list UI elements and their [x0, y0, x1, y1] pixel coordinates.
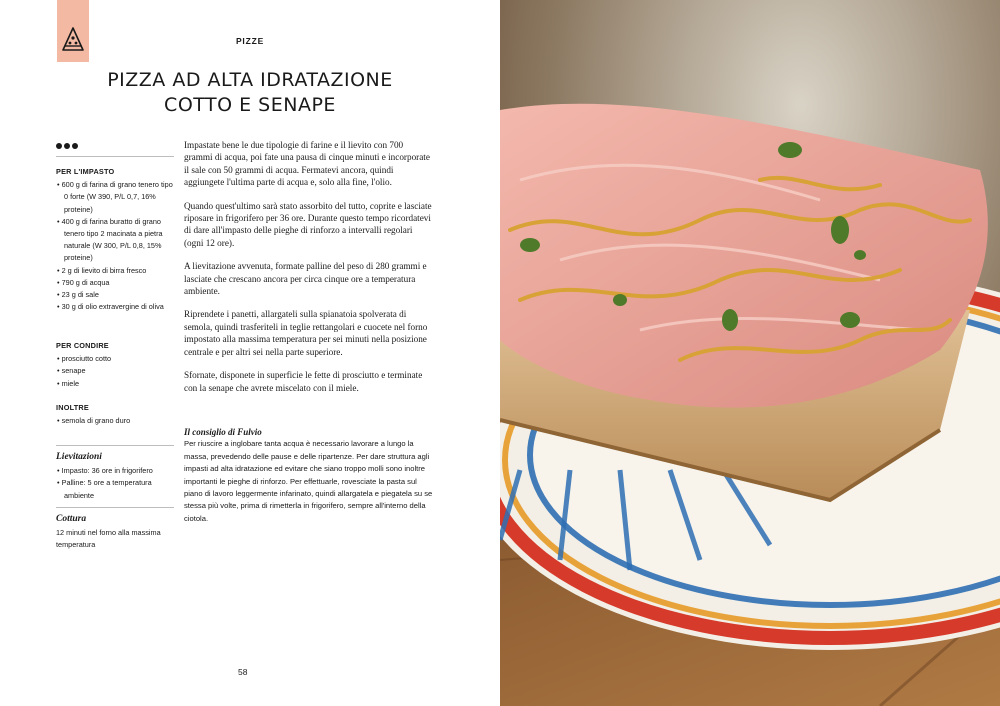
divider — [56, 445, 174, 446]
difficulty-dot — [64, 143, 70, 149]
ingredient-item: • 23 g di sale — [56, 289, 178, 301]
ingredient-item: • 2 g di lievito di birra fresco — [56, 265, 178, 277]
pizza-photo — [500, 0, 1000, 706]
cottura-heading: Cottura — [56, 514, 87, 524]
ingredients-heading: INOLTRE — [56, 403, 89, 412]
ingredient-item: • prosciutto cotto — [56, 353, 178, 365]
ingredients-inoltre — [56, 402, 178, 427]
page-number: 58 — [238, 667, 248, 677]
ingredient-list — [56, 179, 178, 313]
ingredients-condire — [56, 340, 178, 390]
ingredient-item: • 30 g di olio extravergine di oliva — [56, 301, 178, 313]
ingredients-impasto — [56, 166, 178, 313]
difficulty-dot — [56, 143, 62, 149]
section-tab — [57, 0, 89, 62]
method-paragraph: Sfornate, disponete in superficie le fette di prosciutto e terminate con la senape che avrete miscelato con il miele. — [184, 370, 423, 393]
ingredients-heading: PER CONDIRE — [56, 341, 109, 350]
ingredient-item: • senape — [56, 365, 178, 377]
title-line-2: COTTO E SENAPE — [164, 94, 336, 116]
ingredient-item: • miele — [56, 378, 178, 390]
divider — [56, 507, 174, 508]
lievitazioni-list — [56, 465, 178, 502]
cottura-text: 12 minuti nel forno alla massima temperatura — [56, 528, 161, 550]
divider — [56, 156, 174, 157]
ingredient-list — [56, 415, 178, 427]
lievitazioni-item: • Palline: 5 ore a temperatura ambiente — [56, 477, 178, 501]
ingredient-item: • semola di grano duro — [56, 415, 178, 427]
lievitazioni-block — [56, 451, 178, 502]
ingredient-item: • 400 g di farina buratto di grano tenero tipo 2 macinata a pietra naturale (W 300, P/L 0,8, 15% proteine) — [56, 216, 178, 265]
recipe-method — [184, 139, 434, 405]
method-paragraph: A lievitazione avvenuta, formate palline del peso di 280 grammi e lasciate che crescano ancora per circa cinque ore a temperatura ambiente. — [184, 261, 427, 297]
ingredient-list — [56, 353, 178, 390]
difficulty-indicator — [56, 143, 78, 149]
lievitazioni-heading: Lievitazioni — [56, 452, 102, 462]
ingredients-heading: PER L'IMPASTO — [56, 167, 115, 176]
difficulty-dot — [72, 143, 78, 149]
ingredient-item: • 790 g di acqua — [56, 277, 178, 289]
method-paragraph: Quando quest'ultimo sarà stato assorbito del tutto, coprite e lasciate riposare in frigorifero per 36 ore. Durante questo tempo ricordatevi di dare all'impasto delle pieghe di rinforzo a intervalli regolari (ogni 12 ore). — [184, 200, 432, 248]
method-paragraph: Impastate bene le due tipologie di farine e il lievito con 700 grammi di acqua, poi fate una pausa di cinque minuti e incorporate il sale con 50 grammi di acqua. Fermatevi ancora, quindi aggiungete l'ultima parte di acqua e, solo alla fine, l'olio. — [184, 140, 430, 188]
pizza-photo-illustration — [500, 0, 1000, 706]
cottura-block — [56, 513, 178, 552]
tip-text: Per riuscire a inglobare tanta acqua è necessario lavorare a lungo la massa, prevedendo delle pause e delle ripartenze. Per dare struttura agli impasti ad alta idratazione ed evitare che siano troppo molli sono inoltre importanti le pieghe di rinforzo. Per effettuarle, rovesciate la pasta sul piano di lavoro leggermente infarinato, quindi allargatela e piegatela su se stessa più volte, prima di rimetterla in frigorifero, sempre all'interno della ciotola. — [184, 439, 433, 523]
lievitazioni-item: • Impasto: 36 ore in frigorifero — [56, 465, 178, 477]
section-label: PIZZE — [235, 36, 265, 46]
method-paragraph: Riprendete i panetti, allargateli sulla spianatoia spolverata di semola, quindi trasferiteli in teglie rettangolari e cuocete nel forno impostato alla massima temperatura per sei minuti nella posizione centrale e per altri sei nella parte superiore. — [184, 309, 428, 357]
title-line-1: PIZZA AD ALTA IDRATAZIONE — [107, 69, 393, 91]
chef-tip — [184, 426, 436, 525]
tip-title: Il consiglio di Fulvio — [184, 427, 262, 437]
ingredient-item: • 600 g di farina di grano tenero tipo 0 forte (W 390, P/L 0,7, 16% proteine) — [56, 179, 178, 216]
recipe-title — [0, 68, 500, 118]
